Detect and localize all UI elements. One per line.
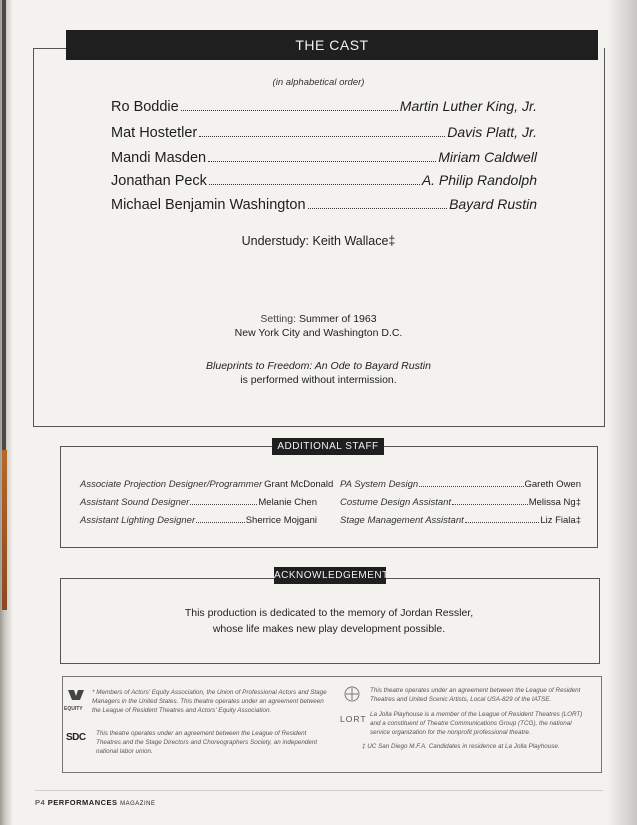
staff-banner: ADDITIONAL STAFF [272, 438, 384, 455]
staff-role: Assistant Lighting Designer [80, 515, 196, 526]
actor-name: Michael Benjamin Washington [111, 197, 306, 213]
role-name: Davis Platt, Jr. [447, 124, 537, 140]
setting-block [0, 312, 637, 340]
role-name: Miriam Caldwell [438, 149, 537, 165]
equity-note: * Members of Actors' Equity Association, the Union of Professional Actors and Stage Managers in the United States. This theatre operates under an agreement between the League of Resident Theatres and Actors' Equity Association. [92, 689, 327, 714]
role-name: Bayard Rustin [449, 196, 537, 212]
staff-row [340, 476, 581, 494]
role-name: Martin Luther King, Jr. [399, 98, 537, 114]
role-name: A. Philip Randolph [421, 172, 537, 188]
magazine-brand: PERFORMANCES [47, 798, 118, 807]
dot-leader [465, 522, 540, 523]
sdc-logo: SDC [66, 732, 86, 743]
cast-row [111, 172, 537, 189]
play-title-block [0, 359, 637, 387]
lort-logo: LORT [340, 714, 367, 724]
dot-leader [308, 207, 448, 209]
ucsd-note: ‡ UC San Diego M.F.A. Candidates in residence at La Jolla Playhouse. [362, 743, 560, 750]
play-title: Blueprints to Freedom: An Ode to Bayard Rustin [206, 360, 431, 372]
page-number: P4 [35, 798, 46, 807]
staff-name: Melanie Chen [258, 497, 317, 508]
staff-role: Stage Management Assistant [340, 515, 464, 526]
dot-leader [190, 504, 257, 505]
cast-row [111, 149, 537, 166]
staff-row [340, 512, 581, 530]
cast-order-note: (in alphabetical order) [272, 77, 365, 88]
actor-name: Jonathan Peck [111, 173, 207, 189]
equity-logo-icon [66, 688, 86, 708]
acknowledgements-banner: ACKNOWLEDGEMENTS [274, 567, 386, 584]
dot-leader [209, 183, 420, 185]
acknowledgement-line: This production is dedicated to the memory of Jordan Ressler, [184, 607, 474, 619]
setting-label: Setting: [260, 313, 297, 325]
acknowledgements-text [60, 605, 598, 637]
intermission-note: is performed without intermission. [240, 374, 397, 386]
usa-829-logo-icon [342, 686, 362, 702]
page-footer [35, 798, 155, 807]
cast-row [111, 98, 537, 115]
setting-place: New York City and Washington D.C. [234, 327, 403, 339]
staff-name: Gareth Owen [524, 479, 581, 490]
cast-banner: THE CAST [66, 30, 598, 60]
staff-name: Liz Fiala‡ [540, 515, 581, 526]
staff-name: Sherrice Mojgani [245, 515, 317, 526]
staff-role: Assistant Sound Designer [80, 497, 190, 508]
staff-name: Grant McDonald [264, 479, 334, 490]
dot-leader [181, 109, 398, 111]
staff-row [80, 476, 334, 494]
setting-time: Summer of 1963 [298, 313, 377, 325]
dot-leader [196, 522, 245, 523]
staff-role: Costume Design Assistant [340, 497, 452, 508]
staff-column-right [340, 476, 581, 530]
staff-row [80, 494, 317, 512]
actor-name: Mandi Masden [111, 150, 207, 166]
actor-name: Mat Hostetler [111, 125, 198, 141]
usa-note: This theatre operates under an agreement between the League of Resident Theatres and United Scenic Artists, Local USA-829 of the IATSE. [370, 687, 581, 703]
staff-role: PA System Design [340, 479, 419, 490]
cast-box-top-left [33, 48, 67, 49]
footer-rule [35, 790, 603, 791]
acknowledgement-line: whose life makes new play development possible. [212, 623, 446, 635]
dot-leader [452, 504, 528, 505]
understudy-line: Understudy: Keith Wallace‡ [241, 234, 396, 248]
staff-role: Associate Projection Designer/Programmer [80, 479, 263, 490]
staff-column-left [80, 476, 334, 530]
spine-orange-strip [2, 450, 7, 610]
dot-leader [199, 135, 445, 137]
cast-row [111, 196, 537, 213]
equity-logo-text: EQUITY [64, 706, 83, 712]
cast-row [111, 124, 537, 141]
actor-name: Ro Boddie [111, 99, 179, 115]
staff-row [340, 494, 581, 512]
dot-leader [419, 486, 523, 487]
lort-note: La Jolla Playhouse is a member of the League of Resident Theatres (LORT) and a constituent of Theatre Communications Group (TCG), the national service organization for the nonprofit professional theatre. [370, 711, 583, 736]
page-edge-shadow [607, 0, 637, 825]
magazine-suffix: MAGAZINE [120, 801, 156, 807]
sdc-note: This theatre operates under an agreement between the League of Resident Theatres and the Stage Directors and Choreographers Society, an independent national labor union. [96, 730, 318, 755]
staff-name: Melissa Ng‡ [528, 497, 581, 508]
dot-leader [208, 160, 436, 162]
staff-row [80, 512, 317, 530]
